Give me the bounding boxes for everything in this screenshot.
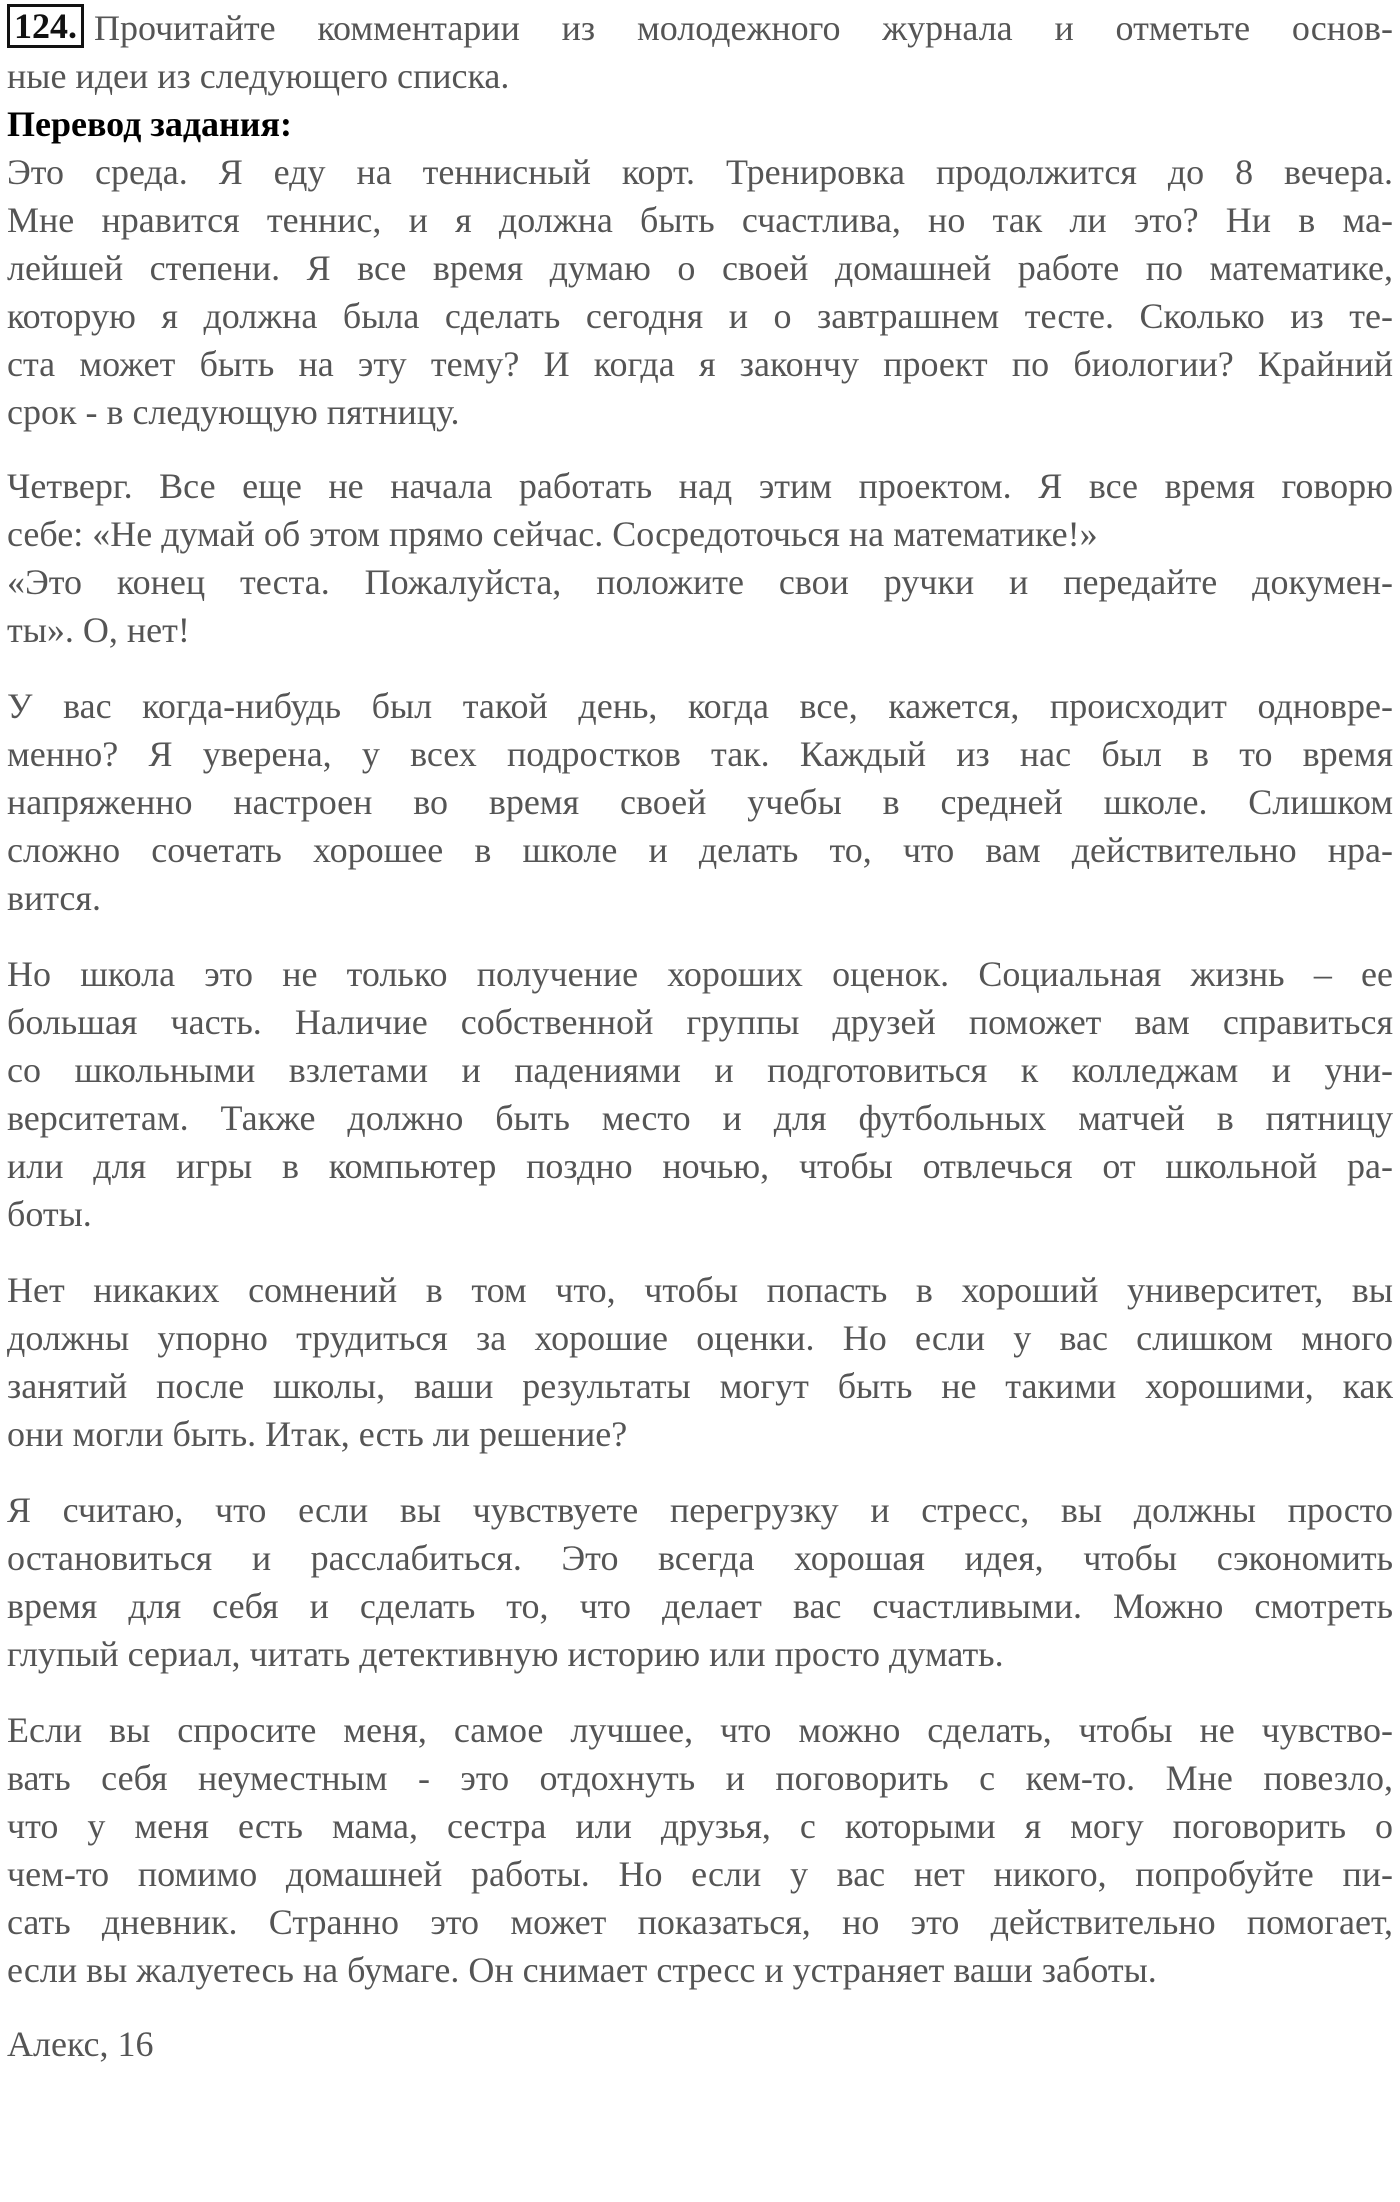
paragraph-line: Это среда. Я еду на теннисный корт. Тренировка продолжится до 8 вечера.: [7, 152, 1393, 192]
paragraph-line: или для игры в компьютер поздно ночью, чтобы отвлечься от школьной ра-: [7, 1146, 1393, 1186]
paragraph-line: У вас когда-нибудь был такой день, когда все, кажется, происходит одновре-: [7, 686, 1393, 726]
paragraph-line: напряженно настроен во время своей учебы в средней школе. Слишком: [7, 782, 1393, 822]
paragraph-gap: [7, 922, 1393, 950]
paragraph-5: [7, 1266, 1393, 1458]
paragraph-line: менно? Я уверена, у всех подростков так. Каждый из нас был в то время: [7, 734, 1393, 774]
paragraph-gap: [7, 1458, 1393, 1486]
paragraph-3: [7, 682, 1393, 922]
paragraph-line: Четверг. Все еще не начала работать над этим проектом. Я все время говорю: [7, 466, 1393, 506]
paragraph-gap: [7, 436, 1393, 462]
paragraph-line: Нет никаких сомнений в том что, чтобы попасть в хороший университет, вы: [7, 1270, 1393, 1310]
paragraph-line: боты.: [7, 1194, 92, 1234]
paragraph-gap: [7, 654, 1393, 682]
paragraph-2: [7, 462, 1393, 654]
paragraph-line: «Это конец теста. Пожалуйста, положите свои ручки и передайте докумен-: [7, 562, 1393, 602]
paragraph-line: сать дневник. Странно это может показаться, но это действительно помогает,: [7, 1902, 1393, 1942]
task-instruction-part-2: ные идеи из следующего списка.: [7, 56, 510, 96]
paragraph-line: время для себя и сделать то, что делает вас счастливыми. Можно смотреть: [7, 1586, 1393, 1626]
paragraph-line: чем-то помимо домашней работы. Но если у вас нет никого, попробуйте пи-: [7, 1854, 1393, 1894]
paragraph-line: занятий после школы, ваши результаты могут быть не такими хорошими, как: [7, 1366, 1393, 1406]
paragraph-1: [7, 148, 1393, 436]
paragraph-line: Если вы спросите меня, самое лучшее, что можно сделать, чтобы не чувство-: [7, 1710, 1393, 1750]
paragraph-line: которую я должна была сделать сегодня и о завтрашнем тесте. Сколько из те-: [7, 296, 1393, 336]
paragraph-line: вать себя неуместным - это отдохнуть и поговорить с кем-то. Мне повезло,: [7, 1758, 1393, 1798]
paragraph-line: Я считаю, что если вы чувствуете перегрузку и стресс, вы должны просто: [7, 1490, 1393, 1530]
task-number-box: 124.: [7, 4, 84, 48]
paragraph-line: лейшей степени. Я все время думаю о своей домашней работе по математике,: [7, 248, 1393, 288]
paragraph-line: глупый сериал, читать детективную историю или просто думать.: [7, 1634, 1004, 1674]
task-line-1: [7, 4, 1393, 52]
translation-heading: Перевод задания:: [7, 104, 292, 144]
paragraph-line: ты». О, нет!: [7, 610, 190, 650]
paragraph-line: срок - в следующую пятницу.: [7, 392, 460, 432]
paragraph-line: Мне нравится теннис, и я должна быть счастлива, но так ли это? Ни в ма-: [7, 200, 1393, 240]
paragraph-gap: [7, 1238, 1393, 1266]
paragraph-line: если вы жалуетесь на бумаге. Он снимает стресс и устраняет ваши заботы.: [7, 1950, 1157, 1990]
paragraph-6: [7, 1486, 1393, 1678]
paragraph-line: должны упорно трудиться за хорошие оценки. Но если у вас слишком много: [7, 1318, 1393, 1358]
paragraph-line: остановиться и расслабиться. Это всегда хорошая идея, чтобы сэкономить: [7, 1538, 1393, 1578]
author-signature: Алекс, 16: [7, 2024, 154, 2064]
paragraph-gap: [7, 1994, 1393, 2020]
paragraph-line: ста может быть на эту тему? И когда я закончу проект по биологии? Крайний: [7, 344, 1393, 384]
document-page: [7, 4, 1393, 2068]
paragraph-line: Но школа это не только получение хороших оценок. Социальная жизнь – ее: [7, 954, 1393, 994]
paragraph-line: верситетам. Также должно быть место и для футбольных матчей в пятницу: [7, 1098, 1393, 1138]
paragraph-line: большая часть. Наличие собственной группы друзей поможет вам справиться: [7, 1002, 1393, 1042]
paragraph-line: что у меня есть мама, сестра или друзья, с которыми я могу поговорить о: [7, 1806, 1393, 1846]
task-instruction-part-1: Прочитайте комментарии из молодежного журнала и отметьте основ-: [94, 8, 1393, 48]
paragraph-7: [7, 1706, 1393, 1994]
paragraph-line: они могли быть. Итак, есть ли решение?: [7, 1414, 628, 1454]
paragraph-line: со школьными взлетами и падениями и подготовиться к колледжам и уни-: [7, 1050, 1393, 1090]
paragraph-line: вится.: [7, 878, 101, 918]
paragraph-line: себе: «Не думай об этом прямо сейчас. Сосредоточься на математике!»: [7, 514, 1098, 554]
paragraph-4: [7, 950, 1393, 1238]
paragraph-gap: [7, 1678, 1393, 1706]
paragraph-line: сложно сочетать хорошее в школе и делать то, что вам действительно нра-: [7, 830, 1393, 870]
